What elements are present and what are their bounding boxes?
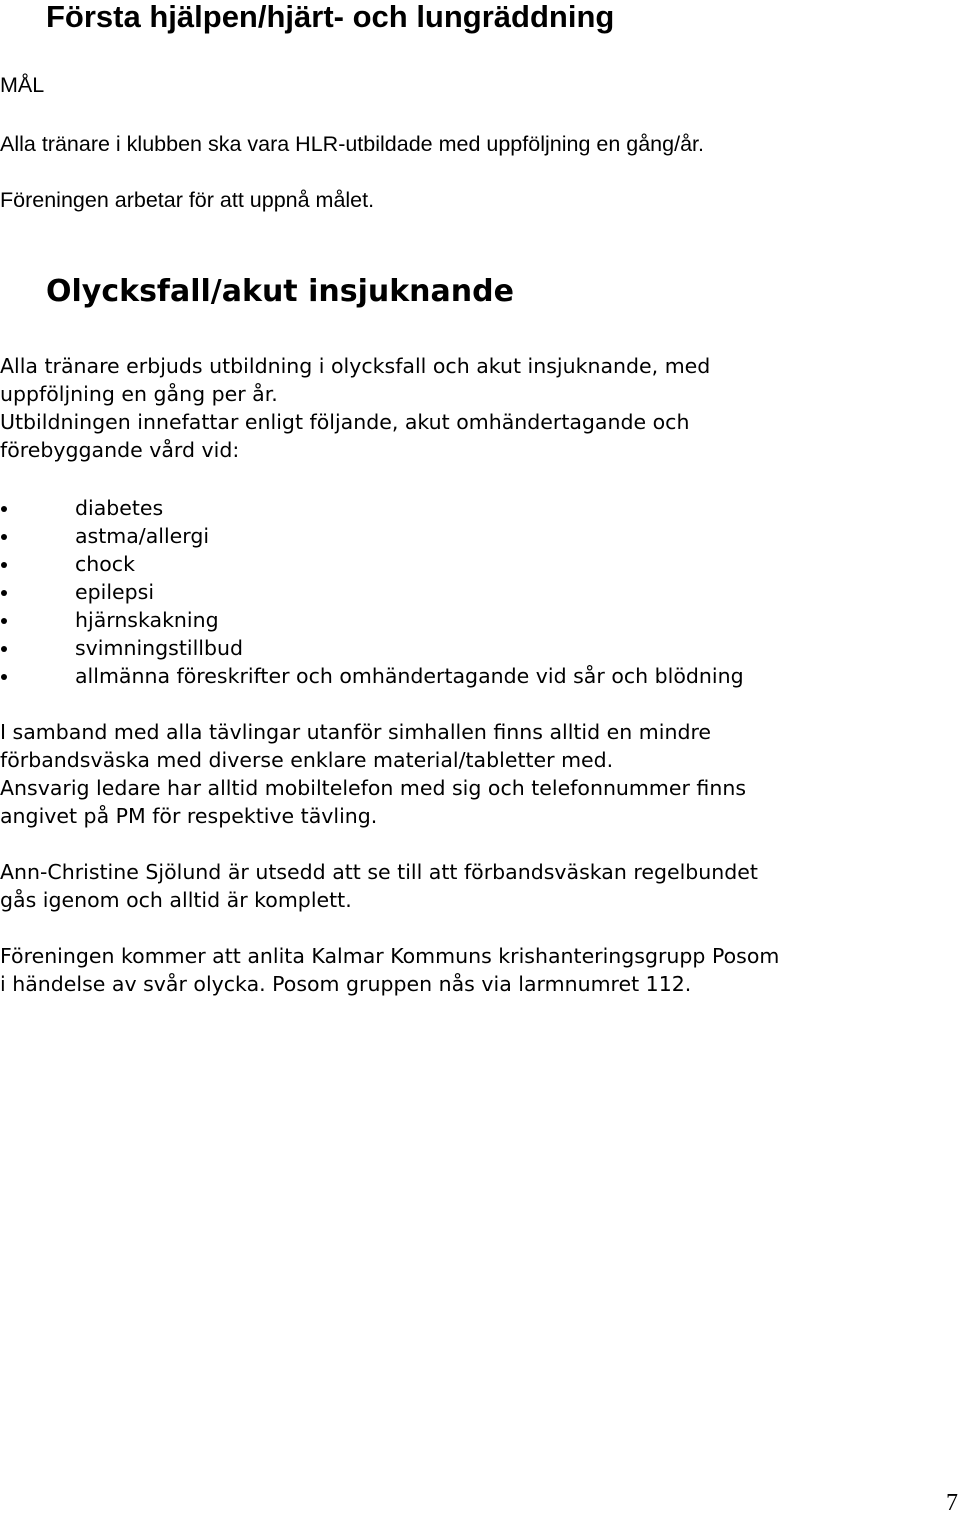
bullet-icon bbox=[1, 646, 7, 652]
equipment-paragraph bbox=[0, 718, 746, 830]
bullet-icon bbox=[1, 506, 7, 512]
list-item bbox=[0, 578, 744, 606]
list-item bbox=[0, 522, 744, 550]
goal-text: Alla tränare i klubben ska vara HLR-utbildade med uppföljning en gång/år. bbox=[0, 132, 704, 156]
intro-paragraph bbox=[0, 352, 710, 464]
responsibility-paragraph bbox=[0, 858, 758, 914]
list-item bbox=[0, 634, 744, 662]
text-line: Ann-Christine Sjölund är utsedd att se till att förbandsväskan regelbundet bbox=[0, 860, 758, 884]
text-line: förebyggande vård vid: bbox=[0, 438, 240, 462]
text-line: Ansvarig ledare har alltid mobiltelefon med sig och telefonnummer finns bbox=[0, 776, 746, 800]
text-line: angivet på PM för respektive tävling. bbox=[0, 804, 378, 828]
text-line: Föreningen kommer att anlita Kalmar Kommuns krishanteringsgrupp Posom bbox=[0, 944, 780, 968]
condition-list bbox=[0, 494, 744, 690]
list-item-label: svimningstillbud bbox=[75, 636, 243, 660]
section-heading: Olycksfall/akut insjuknande bbox=[46, 274, 514, 309]
list-item-label: hjärnskakning bbox=[75, 608, 219, 632]
text-line: Utbildningen innefattar enligt följande, akut omhändertagande och bbox=[0, 410, 690, 434]
text-line: Alla tränare erbjuds utbildning i olycksfall och akut insjuknande, med bbox=[0, 354, 711, 378]
text-line: gås igenom och alltid är komplett. bbox=[0, 888, 352, 912]
crisis-paragraph bbox=[0, 942, 779, 998]
list-item-label: astma/allergi bbox=[75, 524, 210, 548]
bullet-icon bbox=[1, 562, 7, 568]
page-heading: Första hjälpen/hjärt- och lungräddning bbox=[46, 0, 615, 34]
list-item bbox=[0, 550, 744, 578]
list-item bbox=[0, 494, 744, 522]
bullet-icon bbox=[1, 674, 7, 680]
bullet-icon bbox=[1, 590, 7, 596]
list-item-label: diabetes bbox=[75, 496, 164, 520]
bullet-icon bbox=[1, 618, 7, 624]
list-item-label: epilepsi bbox=[75, 580, 155, 604]
text-line: uppföljning en gång per år. bbox=[0, 382, 278, 406]
bullet-icon bbox=[1, 534, 7, 540]
text-line: I samband med alla tävlingar utanför simhallen finns alltid en mindre bbox=[0, 720, 712, 744]
page-number: 7 bbox=[946, 1490, 958, 1516]
list-item-label: allmänna föreskrifter och omhändertagande vid sår och blödning bbox=[75, 664, 744, 688]
list-item bbox=[0, 606, 744, 634]
goal-text-2: Föreningen arbetar för att uppnå målet. bbox=[0, 188, 375, 212]
goal-label: MÅL bbox=[0, 73, 45, 97]
text-line: förbandsväska med diverse enklare material/tabletter med. bbox=[0, 748, 614, 772]
text-line: i händelse av svår olycka. Posom gruppen nås via larmnumret 112. bbox=[0, 972, 692, 996]
list-item bbox=[0, 662, 744, 690]
list-item-label: chock bbox=[75, 552, 135, 576]
